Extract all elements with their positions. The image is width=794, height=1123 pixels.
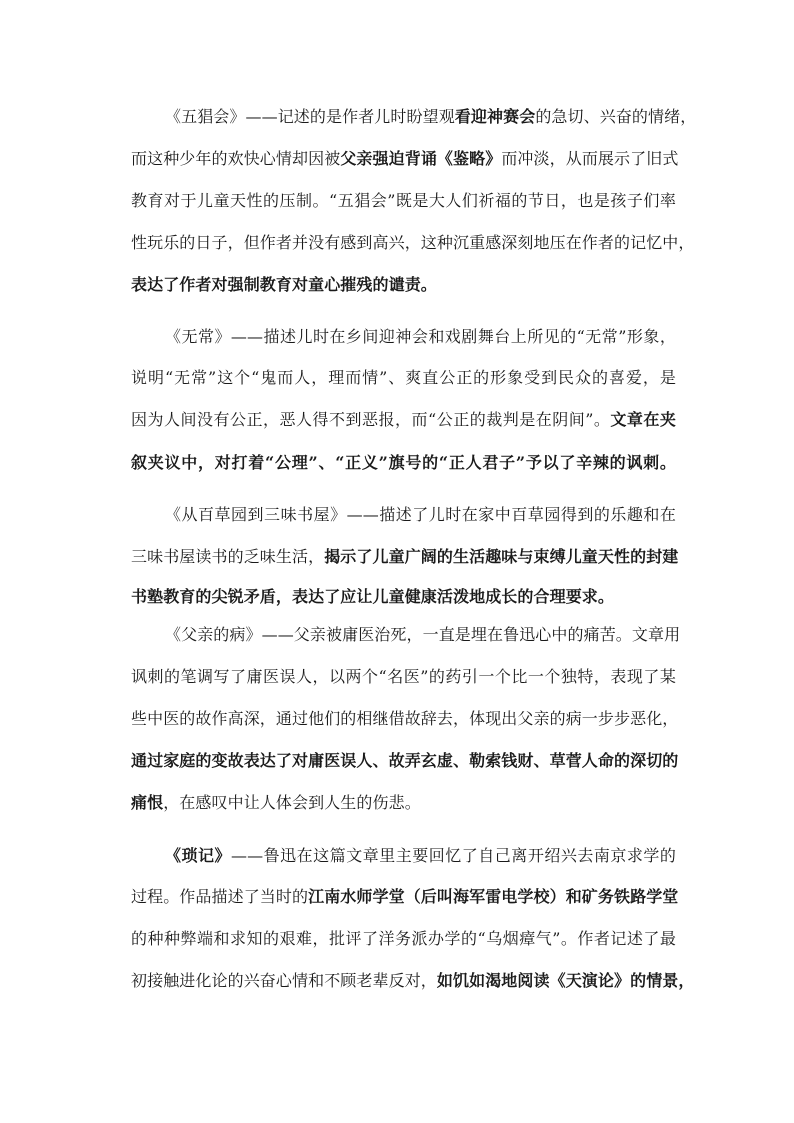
text-line <box>131 792 676 814</box>
bold-text-run: 文章在夹 <box>610 410 676 429</box>
bold-text-run: 江南水师学堂（后叫海军雷电学校）和矿务铁路学堂 <box>308 887 679 906</box>
text-line <box>131 666 676 688</box>
text-line <box>165 106 697 128</box>
text-run: 而这种少年的欢快心情却因被 <box>131 149 341 168</box>
text-line <box>131 409 676 431</box>
text-run: 说明“无常”这个“鬼而人，理而情”、爽直公正的形象受到民众的喜爱，是 <box>131 368 676 387</box>
text-run: ——鲁迅在这篇文章里主要回忆了自己离开绍兴去南京求学的 <box>231 846 676 865</box>
text-line <box>131 274 676 296</box>
text-run: 些中医的故作高深，通过他们的相继借故辞去，体现出父亲的病一步步恶化， <box>131 709 679 728</box>
text-line <box>131 586 676 608</box>
text-line <box>131 148 679 170</box>
bold-text-run: 书塾教育的尖锐矛盾，表达了应让儿童健康活泼地成长的合理要求。 <box>131 587 615 606</box>
text-line <box>165 326 676 348</box>
text-line <box>131 750 679 772</box>
bold-text-run: 父亲强迫背诵《鉴略》 <box>340 149 502 168</box>
text-line <box>165 624 681 646</box>
text-run: 三味书屋读书的乏味生活， <box>131 547 325 566</box>
text-run: 《无常》——描述儿时在乡间迎神会和戏剧舞台上所见的“无常”形象， <box>165 327 676 346</box>
text-run: 《父亲的病》——父亲被庸医治死，一直是埋在鲁迅心中的痛苦。文章用 <box>165 625 681 644</box>
bold-text-run: 看迎神赛会 <box>454 107 536 126</box>
bold-text-run: 叙夹议中，对打着“公理”、“正义”旗号的“正人君子”予以了辛辣的讽刺。 <box>131 453 676 472</box>
text-line <box>131 970 695 992</box>
text-line <box>131 232 695 254</box>
text-line <box>165 504 676 526</box>
text-run: 因为人间没有公正，恶人得不到恶报，而“公正的裁判是在阴间”。 <box>131 410 611 429</box>
text-line <box>131 928 676 950</box>
text-run: 过程。作品描述了当时的 <box>131 887 309 906</box>
text-line <box>131 367 676 389</box>
text-run: 性玩乐的日子，但作者并没有感到高兴，这种沉重感深刻地压在作者的记忆中， <box>131 233 695 252</box>
text-line <box>131 452 676 474</box>
text-run: 《五猖会》——记述的是作者儿时盼望观 <box>165 107 455 126</box>
text-run: 教育对于儿童天性的压制。“五猖会”既是大人们祈福的节日，也是孩子们率 <box>131 191 676 210</box>
text-run: 讽刺的笔调写了庸医误人，以两个“名医”的药引一个比一个独特，表现了某 <box>131 667 676 686</box>
text-line <box>131 886 679 908</box>
bold-text-run: 揭示了儿童广阔的生活趣味与束缚儿童天性的封建 <box>324 547 679 566</box>
text-run: 的急切、兴奋的情绪， <box>535 107 697 126</box>
text-run: ，在感叹中让人体会到人生的伤悲。 <box>163 793 421 812</box>
bold-text-run: 《琐记》 <box>165 846 232 865</box>
bold-text-run: 表达了作者对强制教育对童心摧残的谴责。 <box>131 275 437 294</box>
text-line <box>131 708 679 730</box>
text-run: 的种种弊端和求知的艰难，批评了洋务派办学的“乌烟瘴气”。作者记述了最 <box>131 929 676 948</box>
text-run: 而冲淡，从而展示了旧式 <box>501 149 679 168</box>
text-line <box>165 845 676 867</box>
text-line <box>131 190 676 212</box>
text-line <box>131 546 679 568</box>
text-run: 初接触进化论的兴奋心情和不顾老辈反对， <box>131 971 437 990</box>
text-run: 《从百草园到三味书屋》——描述了儿时在家中百草园得到的乐趣和在 <box>165 505 676 524</box>
bold-text-run: 如饥如渴地阅读《天演论》的情景， <box>436 971 695 990</box>
bold-text-run: 通过家庭的变故表达了对庸医误人、故弄玄虚、勒索钱财、草菅人命的深切的 <box>131 751 679 770</box>
bold-text-run: 痛恨 <box>131 793 164 812</box>
